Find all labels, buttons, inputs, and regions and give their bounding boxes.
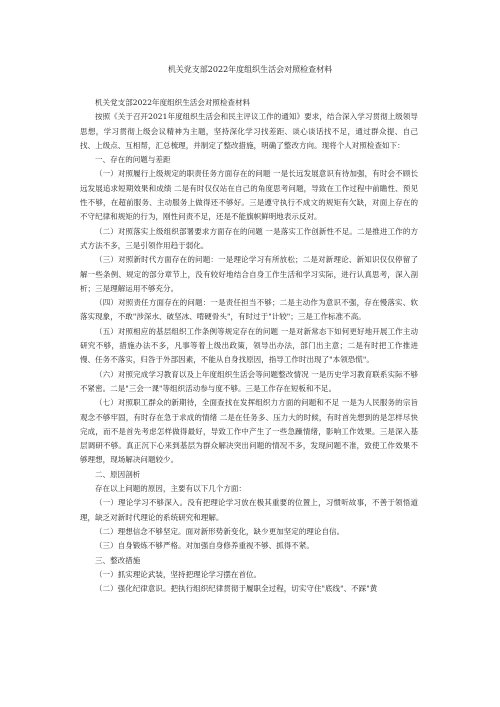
problem-item-5: （五）对照相应的基层组织工作条例等规定存在的问题 一是对新常态下如何更好地开展工作主动研究不够，措施办法不多，凡事等着上级出政策，领导出办法，部门出主意；二是有时把工作推进慢、任务不落实，归咎于外部因素，不能从自身找原因，指导工作时出现了"本领恐慌"。 — [80, 326, 418, 365]
measure-item-2: （二）强化纪律意识。把执行组织纪律贯彻于履职全过程，切实守住"底线"、不踩"黄 — [95, 584, 378, 594]
body-heading: 机关党支部2022年度组织生活会对照检查材料 — [95, 98, 251, 107]
cause-item-2: （二）理想信念不够坚定。面对新形势新变化，缺少更加坚定的理论自信。 — [95, 526, 345, 536]
cause-item-3: （三）自身锻炼不够严格。对加强自身修养重视不够、抓得不紧。 — [95, 541, 314, 551]
cause-item-1: （一）理论学习不够深入。没有把理论学习放在极其重要的位置上，习惯听故事，不善于领悟道理，缺乏对新时代理论的系统研究和理解。 — [80, 498, 418, 522]
problem-item-3: （三）对照新时代方面存在的问题：一是理论学习有所放松；二是对新理论、新知识仅仅停留了解一些条例、规定的部分章节上，没有较好地结合自身工作生活和学习实际，进行认真思考，深入剖析；三是理解运用不够充分。 — [80, 255, 418, 293]
document-title: 机关党支部2022年度组织生活会对照检查材料 — [167, 65, 333, 74]
problem-item-2: （二）对照落实上级组织部署要求方面存在的问题 一是落实工作创新性不足。二是推进工作的方式方法不多，三是引领作用趋于弱化。 — [80, 226, 418, 250]
measure-item-1: （一）抓实理论武装，坚持把理论学习摆在首位。 — [95, 569, 262, 579]
problem-item-1: （一）对照履行上级规定的职责任务方面存在的问题 一是长远发展意识有待加强，有时会不顾长远发展追求短期效果和成绩 二是有时仅仅站在自己的角度思考问题，导致在工作过程中前瞻性、预见性不够，在超前服务、主动服务上做得还不够好。三是遵守执行不成文的规矩有欠缺，对面上存在的不守纪律和规矩的行为，刚性问责不足，还是不能旗帜鲜明地表示反对。 — [80, 169, 418, 222]
problem-item-6: （六）对照完成学习教育以及上年度组织生活会等问题整改情况 一是历史学习教育联系实际不够不紧密。二是"三会一课"等组织活动参与度不够。三是工作存在短板和不足。 — [80, 369, 418, 393]
section-heading-causes: 二、原因剖析 — [95, 469, 141, 479]
intro-paragraph: 按照《关于召开2021年度组织生活会和民主评议工作的通知》要求，结合深入学习贯彻上级领导思想，学习贯彻上级会议精神为主题，坚持深化学习找差距、谈心谈话找不足，通过群众提、自己找、上级点、互相帮，汇总梳理，并制定了整改措施，明确了整改方向。现将个人对照检查如下： — [80, 112, 418, 150]
section-heading-problems: 一、存在的问题与差距 — [95, 155, 171, 165]
section-heading-measures: 三、整改措施 — [95, 555, 141, 565]
causes-intro: 存在以上问题的原因，主要有以下几个方面： — [95, 484, 246, 494]
problem-item-4: （四）对照责任方面存在的问题：一是责任担当不够；二是主动作为意识不强，存在慢落实、软落实现象，不敢"涉深水、破坚冰、啃硬骨头"，有时过于"计较"；三是工作标准不高。 — [80, 298, 418, 322]
problem-item-7: （七）对照职工群众的新期待，全面查找在发挥组织力方面的问题和不足 一是为人民服务的宗旨观念不够牢固，有时存在急于求成的情绪 二是在任务多、压力大的时候，有时首先想到的是怎样尽快完成，而不是首先考虑怎样做得最好，导致工作中产生了一些急躁情绪，影响工作效果。三是深入基层调研不够。真正沉下心来到基层为群众解决突出问题的情况不多，发现问题不准，致使工作效果不够理想，现场解决问题较少。 — [80, 398, 418, 465]
document-body — [80, 96, 418, 596]
